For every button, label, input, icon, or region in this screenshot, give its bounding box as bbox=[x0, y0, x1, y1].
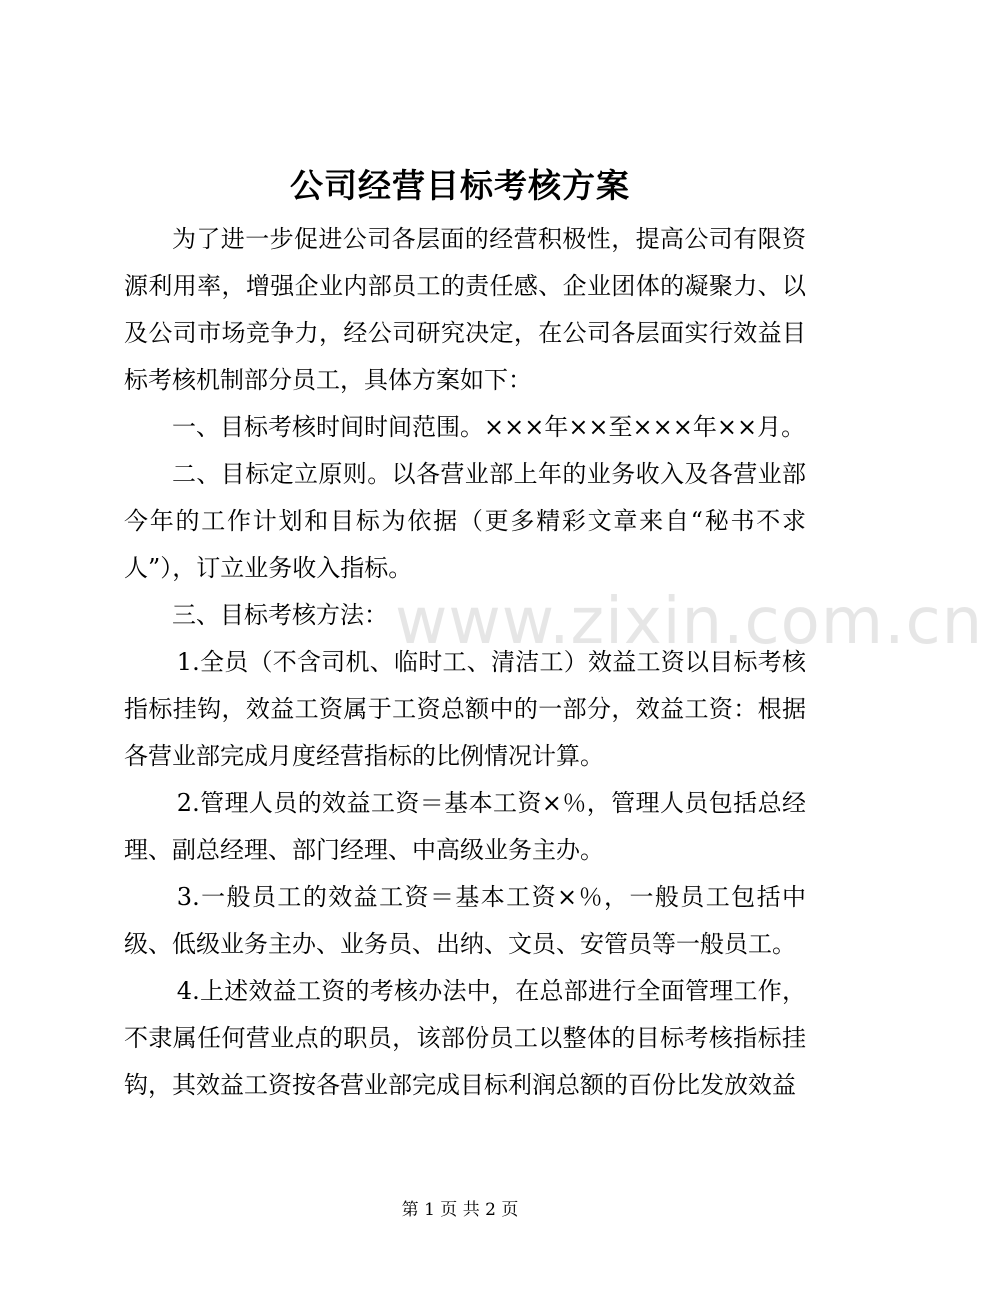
paragraph-item-1: 1.全员（不含司机、临时工、清洁工）效益工资以目标考核指标挂钩，效益工资属于工资总额中的一部分，效益工资：根据各营业部完成月度经营指标的比例情况计算。 bbox=[124, 648, 806, 770]
page-footer: 第 1 页 共 2 页 bbox=[401, 1200, 519, 1220]
paragraph-item-3: 3.一般员工的效益工资＝基本工资×％，一般员工包括中级、低级业务主办、业务员、出纳、文员、安管员等一般员工。 bbox=[124, 883, 806, 958]
watermark: www.zixin.com.cn bbox=[395, 585, 983, 659]
document-body bbox=[124, 216, 806, 1109]
paragraph-section-3: 三、目标考核方法： bbox=[172, 601, 388, 629]
paragraph-item-2: 2.管理人员的效益工资＝基本工资×％，管理人员包括总经理、副总经理、部门经理、中高级业务主办。 bbox=[124, 789, 806, 864]
document-title: 公司经营目标考核方案 bbox=[290, 166, 630, 205]
paragraph-section-2: 二、目标定立原则。以各营业部上年的业务收入及各营业部今年的工作计划和目标为依据（更多精彩文章来自“秘书不求人”），订立业务收入指标。 bbox=[124, 460, 806, 582]
paragraph-section-1: 一、目标考核时间时间范围。×××年××至×××年××月。 bbox=[172, 413, 806, 441]
paragraph-item-4: 4.上述效益工资的考核办法中，在总部进行全面管理工作，不隶属任何营业点的职员，该部份员工以整体的目标考核指标挂钩，其效益工资按各营业部完成目标利润总额的百份比发放效益 bbox=[124, 977, 806, 1099]
paragraph-intro: 为了进一步促进公司各层面的经营积极性，提高公司有限资源利用率，增强企业内部员工的责任感、企业团体的凝聚力、以及公司市场竞争力，经公司研究决定，在公司各层面实行效益目标考核机制部分员工，具体方案如下： bbox=[124, 225, 806, 394]
